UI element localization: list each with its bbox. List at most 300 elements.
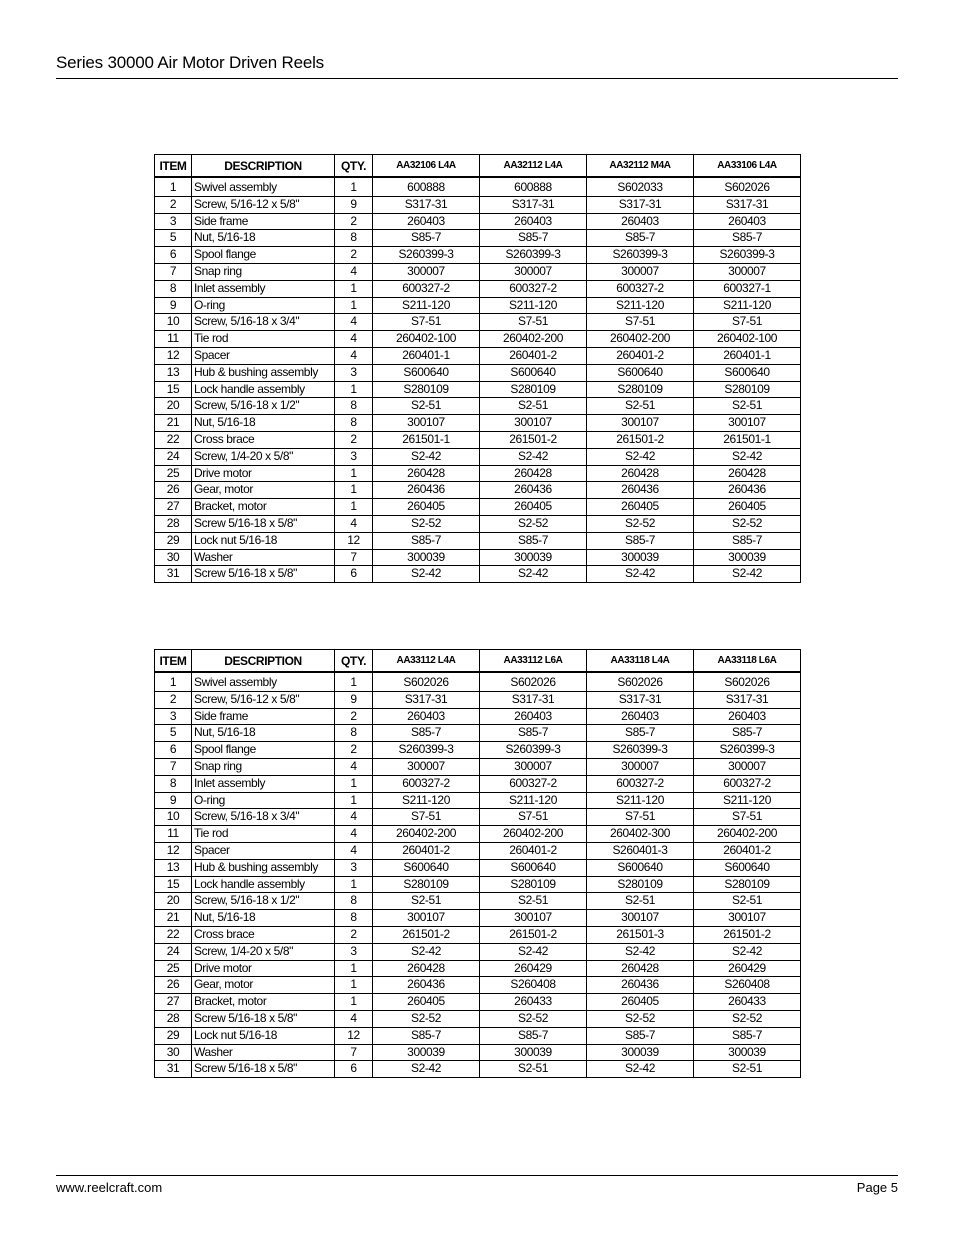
cell-model-1: 261501-2 (373, 926, 480, 943)
cell-model-2: 300107 (480, 415, 587, 432)
cell-model-2: S2-52 (480, 515, 587, 532)
cell-model-3: 600327-2 (587, 775, 694, 792)
table-row (155, 499, 801, 516)
cell-qty: 4 (335, 826, 373, 843)
cell-model-4: 300039 (694, 549, 801, 566)
cell-model-4: 260428 (694, 465, 801, 482)
cell-qty: 7 (335, 1044, 373, 1061)
cell-model-4: 300007 (694, 263, 801, 280)
cell-model-2: S7-51 (480, 314, 587, 331)
cell-model-2: S280109 (480, 876, 587, 893)
cell-model-2: 300039 (480, 1044, 587, 1061)
cell-item: 15 (155, 381, 192, 398)
cell-model-2: S2-51 (480, 398, 587, 415)
cell-model-3: S2-52 (587, 515, 694, 532)
cell-model-1: S600640 (373, 859, 480, 876)
cell-description: Screw, 1/4-20 x 5/8" (192, 448, 335, 465)
cell-model-4: S7-51 (694, 314, 801, 331)
cell-model-4: 300039 (694, 1044, 801, 1061)
cell-model-3: S317-31 (587, 691, 694, 708)
cell-model-2: S317-31 (480, 691, 587, 708)
cell-qty: 8 (335, 910, 373, 927)
cell-item: 12 (155, 347, 192, 364)
table-row (155, 1027, 801, 1044)
cell-model-2: 260429 (480, 960, 587, 977)
cell-model-3: 260405 (587, 994, 694, 1011)
cell-item: 3 (155, 213, 192, 230)
cell-description: Screw, 5/16-18 x 3/4" (192, 809, 335, 826)
cell-model-1: 600327-2 (373, 280, 480, 297)
cell-model-2: S2-52 (480, 1010, 587, 1027)
cell-qty: 1 (335, 672, 373, 691)
cell-qty: 1 (335, 994, 373, 1011)
cell-item: 29 (155, 1027, 192, 1044)
cell-description: Washer (192, 1044, 335, 1061)
column-header-model-1: AA32106 L4A (373, 155, 480, 178)
cell-model-4: S2-52 (694, 1010, 801, 1027)
cell-model-3: 260428 (587, 465, 694, 482)
table-row (155, 196, 801, 213)
cell-model-3: S260399-3 (587, 247, 694, 264)
cell-item: 7 (155, 758, 192, 775)
cell-model-1: S2-42 (373, 943, 480, 960)
cell-model-2: S280109 (480, 381, 587, 398)
column-header-qty: QTY. (335, 155, 373, 178)
cell-model-4: 600327-1 (694, 280, 801, 297)
cell-model-2: 260428 (480, 465, 587, 482)
cell-item: 20 (155, 893, 192, 910)
cell-model-1: 300107 (373, 415, 480, 432)
cell-model-4: 260403 (694, 708, 801, 725)
cell-model-4: 260402-200 (694, 826, 801, 843)
cell-model-4: S260399-3 (694, 742, 801, 759)
cell-model-3: 300107 (587, 910, 694, 927)
cell-model-2: S85-7 (480, 532, 587, 549)
cell-model-1: 260401-1 (373, 347, 480, 364)
table-row (155, 725, 801, 742)
cell-item: 20 (155, 398, 192, 415)
cell-model-3: 300107 (587, 415, 694, 432)
cell-item: 30 (155, 549, 192, 566)
table-row (155, 809, 801, 826)
cell-description: Screw, 1/4-20 x 5/8" (192, 943, 335, 960)
cell-model-4: 260401-2 (694, 842, 801, 859)
cell-model-3: 260402-300 (587, 826, 694, 843)
cell-qty: 4 (335, 331, 373, 348)
cell-item: 22 (155, 431, 192, 448)
cell-description: Spool flange (192, 742, 335, 759)
cell-item: 28 (155, 515, 192, 532)
cell-model-1: 260403 (373, 708, 480, 725)
cell-qty: 4 (335, 263, 373, 280)
cell-model-1: 300007 (373, 263, 480, 280)
cell-description: Screw 5/16-18 x 5/8" (192, 1010, 335, 1027)
cell-qty: 1 (335, 499, 373, 516)
cell-description: Snap ring (192, 263, 335, 280)
cell-model-3: S2-52 (587, 1010, 694, 1027)
table-row (155, 247, 801, 264)
cell-qty: 1 (335, 297, 373, 314)
cell-qty: 2 (335, 431, 373, 448)
cell-description: Drive motor (192, 465, 335, 482)
cell-model-1: S602026 (373, 672, 480, 691)
cell-model-4: 300107 (694, 910, 801, 927)
page-title: Series 30000 Air Motor Driven Reels (56, 53, 324, 72)
cell-model-3: S211-120 (587, 297, 694, 314)
cell-model-1: S7-51 (373, 809, 480, 826)
table-row (155, 482, 801, 499)
cell-model-3: S7-51 (587, 809, 694, 826)
cell-model-3: 300039 (587, 549, 694, 566)
cell-description: Hub & bushing assembly (192, 859, 335, 876)
cell-qty: 2 (335, 742, 373, 759)
table-row (155, 398, 801, 415)
cell-description: Lock nut 5/16-18 (192, 1027, 335, 1044)
table-row (155, 566, 801, 583)
cell-description: Bracket, motor (192, 499, 335, 516)
cell-item: 29 (155, 532, 192, 549)
cell-model-2: S85-7 (480, 230, 587, 247)
cell-model-3: 261501-3 (587, 926, 694, 943)
column-header-model-4: AA33118 L6A (694, 650, 801, 673)
cell-qty: 7 (335, 549, 373, 566)
cell-model-2: S2-51 (480, 1061, 587, 1078)
cell-model-4: S260408 (694, 977, 801, 994)
cell-item: 27 (155, 499, 192, 516)
cell-model-4: 300107 (694, 415, 801, 432)
cell-model-1: 260401-2 (373, 842, 480, 859)
table-row (155, 842, 801, 859)
cell-model-3: S602033 (587, 177, 694, 196)
cell-item: 5 (155, 725, 192, 742)
cell-qty: 8 (335, 893, 373, 910)
cell-item: 10 (155, 809, 192, 826)
cell-model-1: 600888 (373, 177, 480, 196)
cell-model-1: S211-120 (373, 297, 480, 314)
cell-model-1: 261501-1 (373, 431, 480, 448)
cell-model-1: 600327-2 (373, 775, 480, 792)
cell-model-2: 600327-2 (480, 280, 587, 297)
cell-model-3: S85-7 (587, 532, 694, 549)
cell-description: Spacer (192, 347, 335, 364)
cell-model-4: 260429 (694, 960, 801, 977)
cell-qty: 2 (335, 708, 373, 725)
cell-model-4: 260405 (694, 499, 801, 516)
cell-model-1: 260402-100 (373, 331, 480, 348)
column-header-model-1: AA33112 L4A (373, 650, 480, 673)
table-row (155, 213, 801, 230)
cell-description: Washer (192, 549, 335, 566)
cell-model-3: 261501-2 (587, 431, 694, 448)
cell-item: 2 (155, 691, 192, 708)
column-header-model-2: AA32112 L4A (480, 155, 587, 178)
cell-model-3: S600640 (587, 859, 694, 876)
cell-item: 6 (155, 742, 192, 759)
cell-model-4: S260399-3 (694, 247, 801, 264)
cell-model-2: 300007 (480, 758, 587, 775)
table-row (155, 364, 801, 381)
table-row (155, 465, 801, 482)
cell-model-4: S211-120 (694, 792, 801, 809)
cell-model-3: S2-51 (587, 893, 694, 910)
cell-item: 26 (155, 977, 192, 994)
cell-item: 27 (155, 994, 192, 1011)
cell-description: Gear, motor (192, 482, 335, 499)
cell-model-4: S2-42 (694, 566, 801, 583)
cell-item: 6 (155, 247, 192, 264)
cell-qty: 4 (335, 842, 373, 859)
cell-model-3: S7-51 (587, 314, 694, 331)
cell-model-4: S280109 (694, 876, 801, 893)
cell-qty: 1 (335, 482, 373, 499)
cell-model-3: S602026 (587, 672, 694, 691)
cell-description: Lock handle assembly (192, 876, 335, 893)
cell-model-2: 260403 (480, 213, 587, 230)
cell-model-4: 261501-1 (694, 431, 801, 448)
cell-item: 1 (155, 177, 192, 196)
cell-model-1: 300039 (373, 549, 480, 566)
cell-model-2: S317-31 (480, 196, 587, 213)
cell-item: 10 (155, 314, 192, 331)
cell-qty: 4 (335, 515, 373, 532)
cell-item: 24 (155, 943, 192, 960)
cell-description: Tie rod (192, 826, 335, 843)
cell-model-1: 260428 (373, 960, 480, 977)
cell-model-1: S85-7 (373, 1027, 480, 1044)
cell-model-3: S317-31 (587, 196, 694, 213)
cell-model-2: S260399-3 (480, 247, 587, 264)
cell-model-3: S2-42 (587, 943, 694, 960)
table-row (155, 742, 801, 759)
cell-description: Screw, 5/16-18 x 1/2" (192, 398, 335, 415)
cell-item: 26 (155, 482, 192, 499)
table-row (155, 297, 801, 314)
column-header-model-3: AA32112 M4A (587, 155, 694, 178)
cell-model-1: 300039 (373, 1044, 480, 1061)
cell-model-3: S2-51 (587, 398, 694, 415)
cell-model-3: S85-7 (587, 725, 694, 742)
cell-model-1: 260405 (373, 499, 480, 516)
cell-model-3: S280109 (587, 876, 694, 893)
cell-model-3: 260403 (587, 213, 694, 230)
cell-item: 11 (155, 331, 192, 348)
cell-model-1: S85-7 (373, 230, 480, 247)
table-row (155, 314, 801, 331)
column-header-model-3: AA33118 L4A (587, 650, 694, 673)
cell-model-1: S2-52 (373, 1010, 480, 1027)
table-row (155, 691, 801, 708)
cell-model-1: S2-42 (373, 448, 480, 465)
cell-description: Lock handle assembly (192, 381, 335, 398)
cell-qty: 2 (335, 926, 373, 943)
cell-model-1: 260405 (373, 994, 480, 1011)
table-row (155, 415, 801, 432)
cell-model-4: S2-42 (694, 448, 801, 465)
cell-item: 21 (155, 910, 192, 927)
cell-item: 24 (155, 448, 192, 465)
cell-model-1: 260403 (373, 213, 480, 230)
cell-model-2: 260403 (480, 708, 587, 725)
table-header-row (155, 650, 801, 673)
cell-model-2: 600327-2 (480, 775, 587, 792)
cell-description: Bracket, motor (192, 994, 335, 1011)
cell-item: 12 (155, 842, 192, 859)
cell-model-4: S317-31 (694, 691, 801, 708)
cell-model-1: S7-51 (373, 314, 480, 331)
cell-qty: 1 (335, 381, 373, 398)
cell-model-2: 260405 (480, 499, 587, 516)
table-row (155, 977, 801, 994)
header-divider (56, 78, 898, 79)
cell-model-2: S85-7 (480, 1027, 587, 1044)
cell-model-4: S2-51 (694, 1061, 801, 1078)
cell-item: 9 (155, 297, 192, 314)
table-row (155, 280, 801, 297)
column-header-description: DESCRIPTION (192, 155, 335, 178)
cell-model-3: 300007 (587, 263, 694, 280)
cell-qty: 2 (335, 213, 373, 230)
cell-description: Lock nut 5/16-18 (192, 532, 335, 549)
column-header-item: ITEM (155, 155, 192, 178)
footer-url: www.reelcraft.com (56, 1180, 163, 1195)
cell-qty: 1 (335, 465, 373, 482)
cell-item: 31 (155, 566, 192, 583)
cell-item: 21 (155, 415, 192, 432)
cell-description: Screw, 5/16-12 x 5/8" (192, 196, 335, 213)
cell-description: O-ring (192, 792, 335, 809)
cell-model-2: 261501-2 (480, 431, 587, 448)
cell-description: O-ring (192, 297, 335, 314)
cell-model-4: 260436 (694, 482, 801, 499)
table-row (155, 826, 801, 843)
cell-description: Inlet assembly (192, 775, 335, 792)
cell-model-3: S85-7 (587, 230, 694, 247)
cell-item: 31 (155, 1061, 192, 1078)
cell-description: Screw 5/16-18 x 5/8" (192, 566, 335, 583)
cell-description: Nut, 5/16-18 (192, 415, 335, 432)
cell-model-1: S2-52 (373, 515, 480, 532)
cell-qty: 1 (335, 792, 373, 809)
cell-qty: 3 (335, 448, 373, 465)
cell-model-2: S2-42 (480, 566, 587, 583)
cell-model-3: 600327-2 (587, 280, 694, 297)
cell-item: 11 (155, 826, 192, 843)
cell-model-4: S85-7 (694, 725, 801, 742)
table-row (155, 431, 801, 448)
cell-description: Screw 5/16-18 x 5/8" (192, 1061, 335, 1078)
cell-model-4: S2-51 (694, 893, 801, 910)
cell-model-4: S317-31 (694, 196, 801, 213)
table-row (155, 758, 801, 775)
cell-description: Drive motor (192, 960, 335, 977)
cell-qty: 3 (335, 364, 373, 381)
cell-description: Cross brace (192, 431, 335, 448)
cell-qty: 4 (335, 809, 373, 826)
table-row (155, 230, 801, 247)
cell-item: 15 (155, 876, 192, 893)
cell-model-1: S317-31 (373, 196, 480, 213)
cell-model-1: 260436 (373, 482, 480, 499)
cell-model-2: S211-120 (480, 297, 587, 314)
table-row (155, 515, 801, 532)
cell-model-2: S600640 (480, 859, 587, 876)
cell-model-3: 260405 (587, 499, 694, 516)
table-row (155, 960, 801, 977)
cell-model-4: 260402-100 (694, 331, 801, 348)
cell-qty: 4 (335, 314, 373, 331)
cell-model-1: S280109 (373, 876, 480, 893)
cell-description: Tie rod (192, 331, 335, 348)
cell-model-2: S7-51 (480, 809, 587, 826)
table-row (155, 910, 801, 927)
column-header-model-4: AA33106 L4A (694, 155, 801, 178)
footer-divider (56, 1175, 898, 1176)
cell-model-1: 260436 (373, 977, 480, 994)
cell-model-1: S317-31 (373, 691, 480, 708)
table-row (155, 926, 801, 943)
cell-qty: 8 (335, 725, 373, 742)
cell-model-3: S211-120 (587, 792, 694, 809)
cell-model-1: S2-51 (373, 893, 480, 910)
cell-model-3: 260428 (587, 960, 694, 977)
cell-qty: 9 (335, 691, 373, 708)
cell-item: 25 (155, 465, 192, 482)
cell-model-1: 260428 (373, 465, 480, 482)
cell-description: Screw, 5/16-18 x 3/4" (192, 314, 335, 331)
table-row (155, 672, 801, 691)
cell-qty: 9 (335, 196, 373, 213)
cell-model-3: S2-42 (587, 1061, 694, 1078)
table-row (155, 381, 801, 398)
cell-model-2: S260399-3 (480, 742, 587, 759)
parts-table-2 (154, 649, 801, 1078)
cell-item: 30 (155, 1044, 192, 1061)
cell-model-2: 260401-2 (480, 347, 587, 364)
cell-description: Hub & bushing assembly (192, 364, 335, 381)
table-row (155, 347, 801, 364)
cell-item: 8 (155, 775, 192, 792)
cell-qty: 1 (335, 876, 373, 893)
cell-description: Nut, 5/16-18 (192, 910, 335, 927)
cell-item: 28 (155, 1010, 192, 1027)
cell-description: Screw 5/16-18 x 5/8" (192, 515, 335, 532)
cell-model-4: S600640 (694, 859, 801, 876)
table-row (155, 1010, 801, 1027)
cell-item: 13 (155, 364, 192, 381)
cell-model-3: S600640 (587, 364, 694, 381)
cell-model-4: 260403 (694, 213, 801, 230)
cell-model-2: S602026 (480, 672, 587, 691)
cell-qty: 3 (335, 943, 373, 960)
cell-model-1: 260402-200 (373, 826, 480, 843)
cell-model-4: 260401-1 (694, 347, 801, 364)
cell-model-2: 600888 (480, 177, 587, 196)
cell-description: Side frame (192, 708, 335, 725)
table-row (155, 775, 801, 792)
cell-model-2: S2-42 (480, 943, 587, 960)
cell-qty: 12 (335, 1027, 373, 1044)
cell-model-2: 260433 (480, 994, 587, 1011)
column-header-description: DESCRIPTION (192, 650, 335, 673)
cell-model-2: 260402-200 (480, 826, 587, 843)
cell-item: 13 (155, 859, 192, 876)
table-row (155, 448, 801, 465)
table-row (155, 177, 801, 196)
cell-description: Side frame (192, 213, 335, 230)
cell-item: 1 (155, 672, 192, 691)
cell-qty: 2 (335, 247, 373, 264)
cell-qty: 3 (335, 859, 373, 876)
